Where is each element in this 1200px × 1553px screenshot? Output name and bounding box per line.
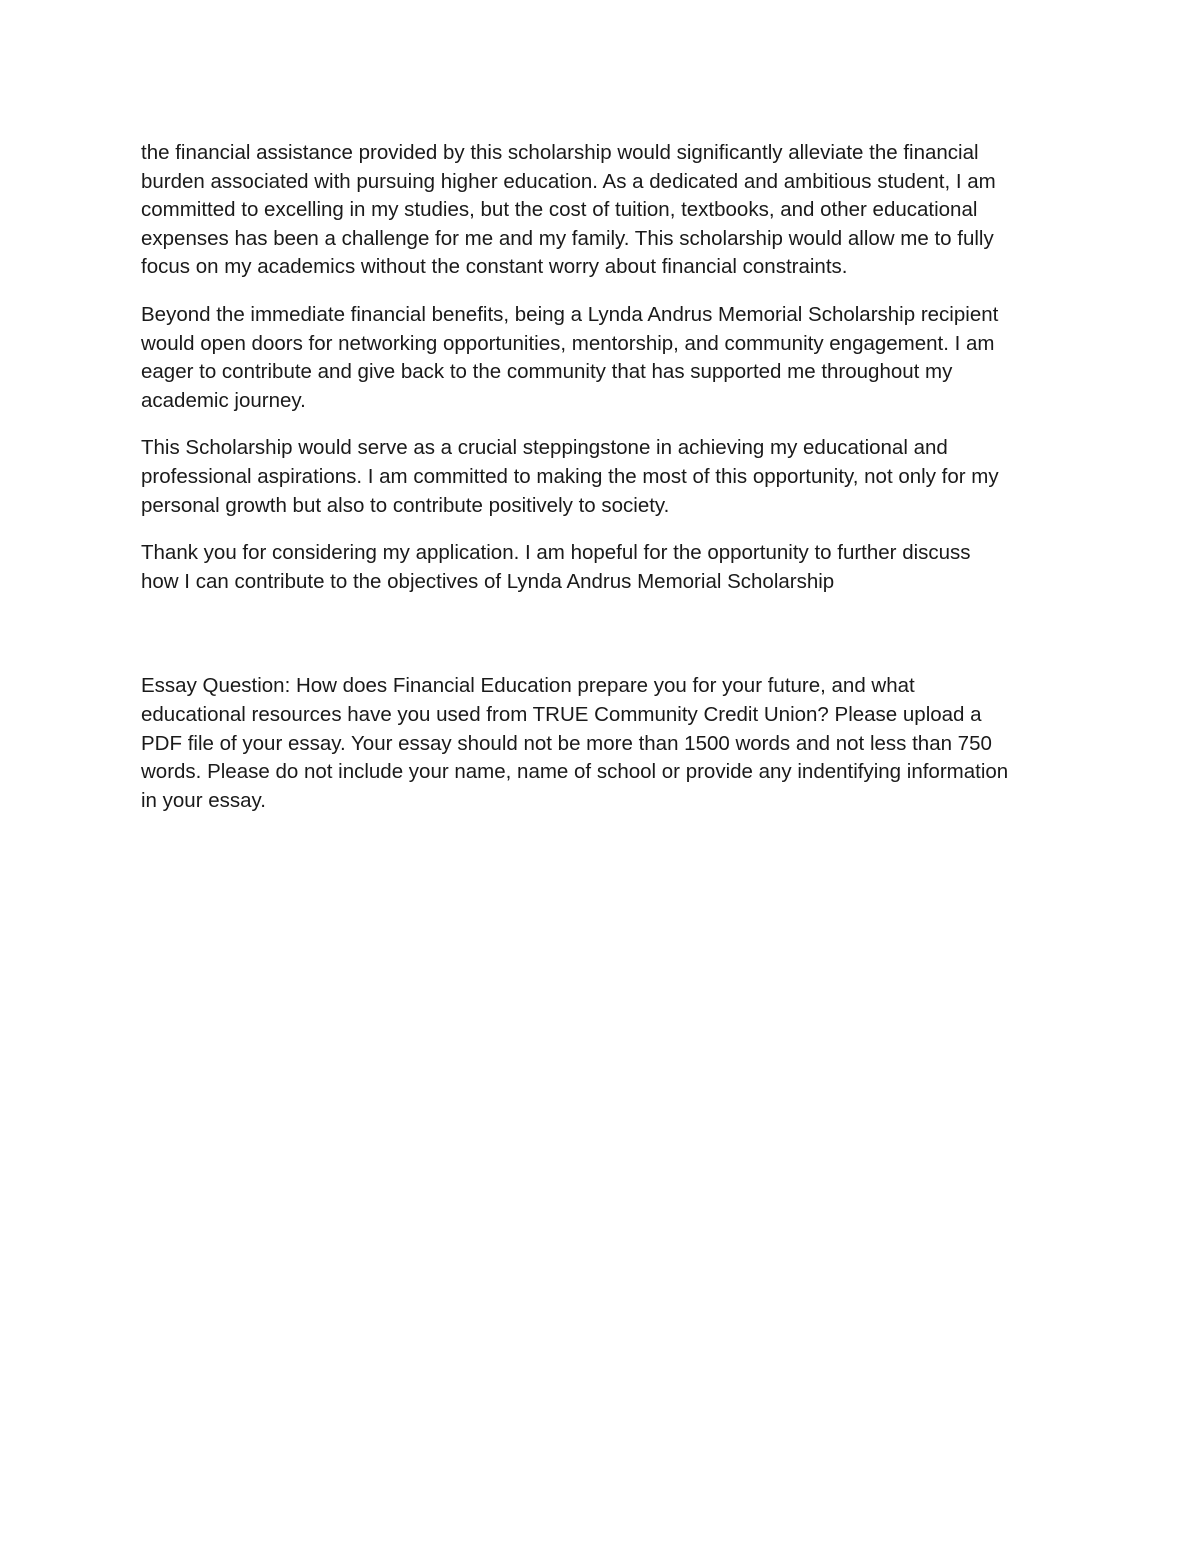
paragraph-beyond-benefits	[141, 301, 1066, 415]
essay-question	[141, 672, 1066, 815]
text-line: educational resources have you used from TRUE Community Credit Union? Please upload a	[141, 702, 982, 726]
text-line: words. Please do not include your name, name of school or provide any indentifying information	[141, 760, 1009, 784]
paragraph-financial-assistance	[141, 139, 1066, 282]
text-line: expenses has been a challenge for me and my family. This scholarship would allow me to fully	[141, 226, 994, 250]
text-line: how I can contribute to the objectives of Lynda Andrus Memorial Scholarship	[141, 569, 835, 593]
text-line: eager to contribute and give back to the community that has supported me throughout my	[141, 360, 953, 384]
text-line: focus on my academics without the constant worry about financial constraints.	[141, 255, 848, 279]
text-line: the financial assistance provided by this scholarship would significantly alleviate the financial	[141, 141, 979, 164]
text-line: Essay Question: How does Financial Education prepare you for your future, and what	[141, 674, 915, 698]
text-line: would open doors for networking opportunities, mentorship, and community engagement. I am	[141, 331, 995, 355]
document-body	[141, 139, 1066, 834]
text-line: Thank you for considering my application. I am hopeful for the opportunity to further discuss	[141, 541, 971, 565]
text-line: academic journey.	[141, 388, 306, 412]
text-line: committed to excelling in my studies, but the cost of tuition, textbooks, and other educational	[141, 198, 978, 222]
text-line: professional aspirations. I am committed to making the most of this opportunity, not only for my	[141, 464, 999, 488]
text-line: Beyond the immediate financial benefits, being a Lynda Andrus Memorial Scholarship recipient	[141, 302, 999, 326]
paragraph-thank-you	[141, 539, 1066, 596]
text-line: burden associated with pursuing higher education. As a dedicated and ambitious student, I am	[141, 169, 996, 193]
text-line: PDF file of your essay. Your essay should not be more than 1500 words and not less than 750	[141, 731, 992, 755]
paragraph-steppingstone	[141, 434, 1066, 520]
text-line: in your essay.	[141, 788, 266, 812]
text-line: This Scholarship would serve as a crucial steppingstone in achieving my educational and	[141, 436, 948, 460]
text-line: personal growth but also to contribute positively to society.	[141, 493, 670, 517]
